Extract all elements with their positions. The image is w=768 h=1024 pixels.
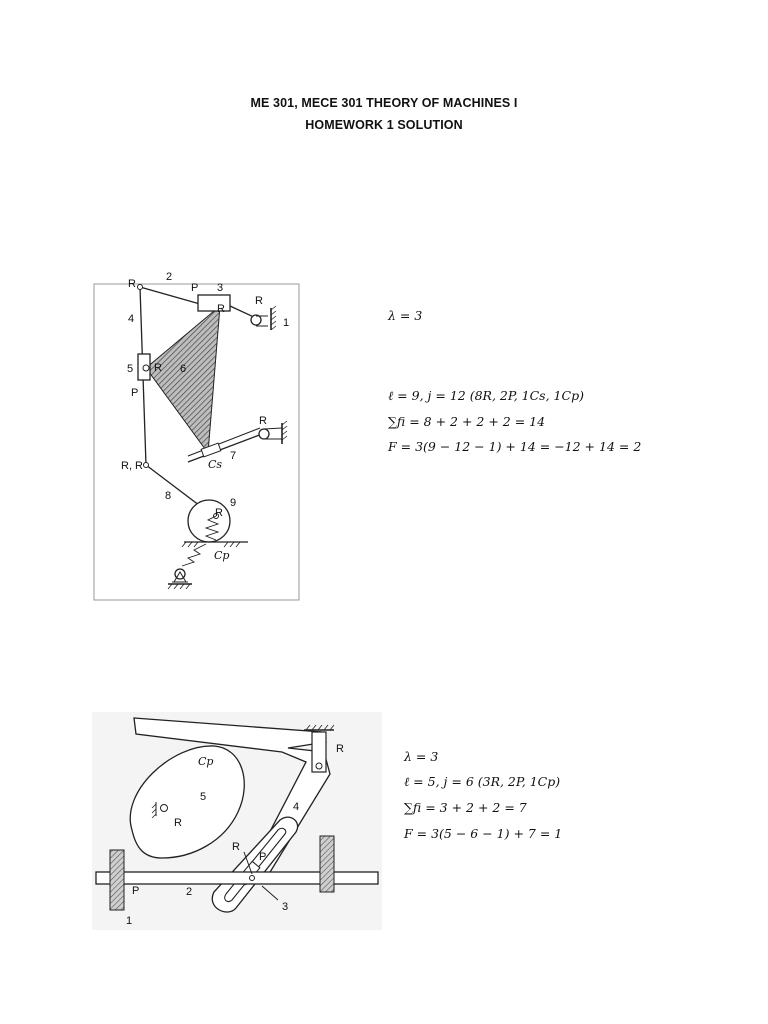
label-cp: Cp xyxy=(198,755,214,768)
label-r-slider3: R xyxy=(217,303,225,315)
label-r-slot: R xyxy=(232,841,240,853)
page-title-line1: ME 301, MECE 301 THEORY OF MACHINES I xyxy=(250,96,518,110)
equation-line: F = 3(5 − 6 − 1) + 7 = 1 xyxy=(404,826,563,841)
guide-right xyxy=(320,836,334,892)
label-cs: Cs xyxy=(208,458,223,471)
label-8: 8 xyxy=(165,490,172,502)
rod-2 xyxy=(96,872,378,884)
label-1: 1 xyxy=(283,317,290,329)
label-r-top: R xyxy=(128,278,136,290)
label-r-top: R xyxy=(336,743,344,755)
equation-line: ∑fi = 8 + 2 + 2 + 2 = 14 xyxy=(388,414,546,429)
label-p-top: P xyxy=(191,282,199,294)
label-9: 9 xyxy=(230,497,237,509)
label-4: 4 xyxy=(293,801,300,813)
label-r-9: R xyxy=(215,507,223,519)
label-r-7: R xyxy=(259,415,267,427)
guide-left xyxy=(110,850,124,910)
equation-line: ℓ = 9, j = 12 (8R, 2P, 1Cs, 1Cp) xyxy=(388,388,584,403)
label-r-ground: R xyxy=(255,295,263,307)
mechanism-figure-1 xyxy=(88,268,308,603)
label-p-5: P xyxy=(131,387,139,399)
slider-3 xyxy=(198,295,230,311)
label-5: 5 xyxy=(200,791,207,803)
equation-line: F = 3(9 − 12 − 1) + 14 = −12 + 14 = 2 xyxy=(388,439,642,454)
wheel-9 xyxy=(188,500,230,542)
label-3: 3 xyxy=(217,282,224,294)
label-7: 7 xyxy=(230,450,237,462)
label-1: 1 xyxy=(126,915,133,927)
label-2: 2 xyxy=(166,271,173,283)
equation-line: ∑fi = 3 + 2 + 2 = 7 xyxy=(404,800,527,815)
mechanism-figure-2 xyxy=(92,712,382,930)
equation-line: λ = 3 xyxy=(404,749,439,764)
label-p-rod: P xyxy=(132,885,140,897)
label-rr: R, R xyxy=(121,460,143,472)
label-4: 4 xyxy=(128,313,135,325)
label-3: 3 xyxy=(282,901,289,913)
equation-line: λ = 3 xyxy=(388,308,423,323)
label-cp: Cp xyxy=(214,549,230,562)
label-p-slot: P xyxy=(259,851,267,863)
label-5: 5 xyxy=(127,363,134,375)
equation-line: ℓ = 5, j = 6 (3R, 2P, 1Cp) xyxy=(404,774,561,789)
label-r-5: R xyxy=(154,362,162,374)
label-2: 2 xyxy=(186,886,193,898)
label-6: 6 xyxy=(180,363,187,375)
page-title-line2: HOMEWORK 1 SOLUTION xyxy=(305,118,463,132)
triangle-link-6 xyxy=(146,306,220,453)
label-r-cam: R xyxy=(174,817,182,829)
